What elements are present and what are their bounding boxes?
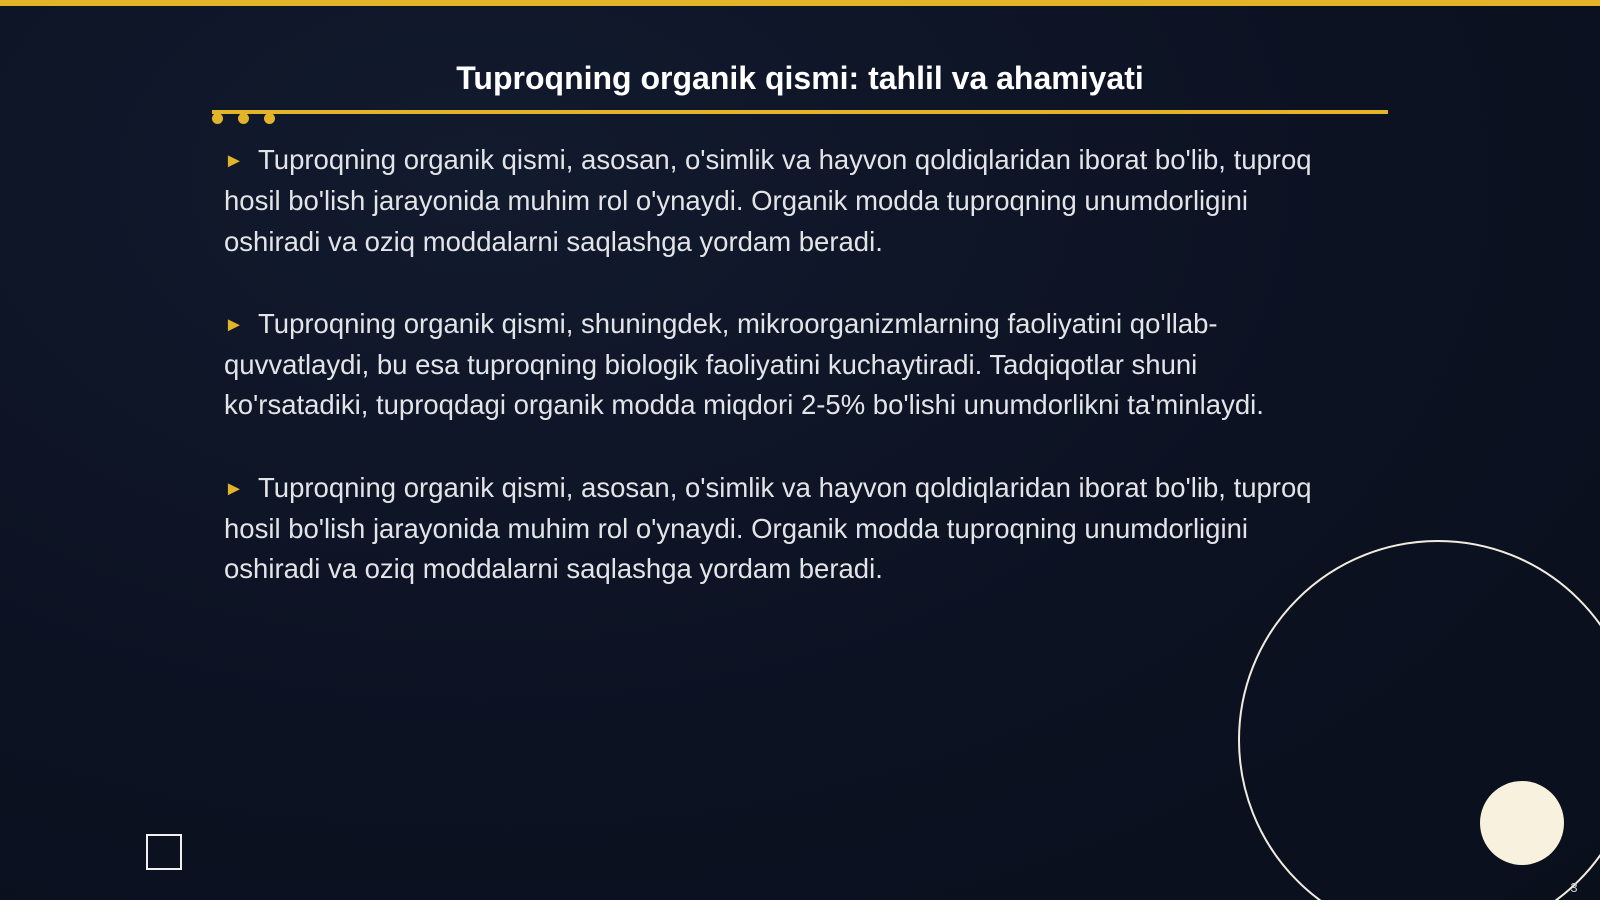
- triangle-bullet-icon: ►: [224, 477, 244, 500]
- bullet-item: [224, 468, 1344, 590]
- triangle-bullet-icon: ►: [224, 313, 244, 336]
- triangle-bullet-icon: ►: [224, 150, 244, 172]
- bullet-text: Tuproqning organik qismi, asosan, o'simlik va hayvon qoldiqlaridan iborat bo'lib, tuproq hosil bo'lish jarayonida muhim rol o'ynaydi. Organik modda tuproqning unumdorligini oshiradi va oziq moddalarni saqlashga yordam beradi.: [224, 144, 1312, 257]
- bullet-text: Tuproqning organik qismi, asosan, o'simlik va hayvon qoldiqlaridan iborat bo'lib, tuproq hosil bo'lish jarayonida muhim rol o'ynaydi. Organik modda tuproqning unumdorligini oshiradi va oziq moddalarni saqlashga yordam beradi.: [224, 471, 1312, 585]
- title-underline: [212, 110, 1388, 114]
- accent-dot: [212, 113, 223, 124]
- slide-number: 3: [1570, 880, 1578, 895]
- top-accent-bar: [0, 0, 1600, 6]
- bullet-item: [224, 140, 1344, 262]
- slide-title: Tuproqning organik qismi: tahlil va ahamiyati: [456, 60, 1144, 96]
- bullet-list: [224, 140, 1344, 632]
- bullet-item: [224, 304, 1344, 426]
- bullet-text: Tuproqning organik qismi, shuningdek, mikroorganizmlarning faoliyatini qo'llab-quvvatlaydi, bu esa tuproqning biologik faoliyatini kuchaytiradi. Tadqiqotlar shuni ko'rsatadiki, tuproqdagi organik modda miqdori 2-5% bo'lishi unumdorlikni ta'minlaydi.: [224, 307, 1264, 421]
- accent-dot: [264, 113, 275, 124]
- accent-dot: [238, 113, 249, 124]
- decorative-square: [146, 834, 182, 870]
- decorative-disc: [1480, 781, 1564, 865]
